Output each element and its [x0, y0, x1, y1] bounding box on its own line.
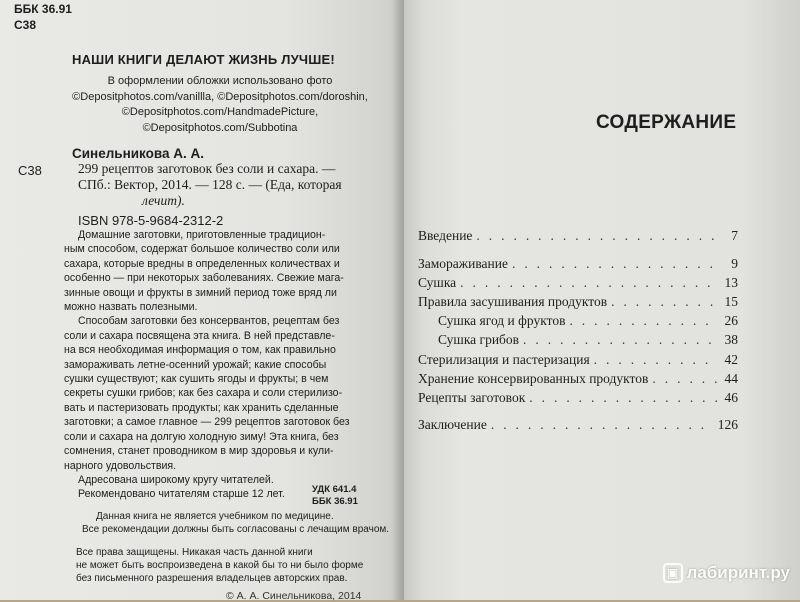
labirint-logo-icon: ▣: [663, 563, 683, 583]
annotation-line: Рекомендовано читателям старше 12 лет.: [78, 488, 285, 501]
bibliographic-record: [78, 161, 388, 209]
bib-line: 299 рецептов заготовок без соли и сахара. —: [78, 161, 336, 176]
annotation-line: Способам заготовки без консервантов, рецептам без: [78, 315, 340, 328]
toc-title: СОДЕРЖАНИЕ: [596, 112, 737, 133]
toc-entry: [418, 275, 738, 291]
toc-entry-label: Заключение: [418, 417, 487, 432]
rights-notice: [76, 546, 363, 585]
toc-leader-dots: [523, 332, 718, 348]
credit-line: ©Depositphotos.com/Subbotina: [142, 121, 298, 134]
toc-entry-label: Сушка грибов: [438, 332, 520, 347]
toc-entry-page: 15: [724, 294, 738, 309]
annotation-line: Домашние заготовки, приготовленные традицион-: [78, 229, 326, 241]
bib-line: СПб.: Вектор, 2014. — 128 с. — (Еда, которая: [78, 177, 342, 192]
annotation-line: соли и сахара на долгую холодную зиму! Эта книга, без: [64, 430, 339, 443]
toc-entry-label: Хранение консервированных продуктов: [418, 371, 649, 386]
annotation-line: на вся необходимая информация о том, как правильно: [64, 344, 336, 357]
toc-entry: [418, 371, 738, 387]
disclaimer-line: Данная книга не является учебником по медицине.: [96, 511, 334, 522]
medical-disclaimer: [82, 510, 389, 536]
toc-entry: [418, 294, 738, 310]
toc-entry-page: 126: [717, 417, 738, 432]
toc-entry-page: 26: [724, 313, 738, 328]
credit-line: ©Depositphotos.com/HandmadePicture,: [121, 106, 319, 118]
udk-bbk-block: [312, 484, 358, 508]
annotation-line: особенно — при некоторых заболеваниях. Свежие мага-: [64, 272, 344, 285]
annotation-line: Адресована широкому кругу читателей.: [78, 473, 274, 486]
watermark-text: лабиринт.ру: [686, 563, 790, 582]
toc-entry-label: Правила засушивания продуктов: [418, 294, 608, 309]
labirint-watermark: [663, 563, 790, 583]
toc-entry-label: Сушка ягод и фруктов: [438, 313, 566, 328]
toc-entry-page: 42: [724, 352, 738, 367]
toc-leader-dots: [652, 371, 718, 387]
bbk-code-top: ББК 36.91: [14, 2, 72, 16]
toc-leader-dots: [512, 256, 718, 272]
toc-leader-dots: [476, 228, 718, 244]
annotation-line: вать и пастеризовать продукты; как хранить сделанные: [64, 401, 339, 414]
toc-entry-label: Замораживание: [418, 256, 508, 271]
annotation-line: ным способом, содержат большое количество соли или: [64, 243, 340, 256]
toc-subentry: [438, 313, 738, 329]
toc-leader-dots: [594, 352, 718, 368]
toc-entry-label: Рецепты заготовок: [418, 390, 526, 405]
rights-line: Все права защищены. Никакая часть данной книги: [76, 547, 313, 558]
annotation-line: соли и сахара посвящена эта книга. В ней представле-: [64, 329, 335, 342]
toc-entry: [418, 228, 738, 244]
toc-entry-label: Введение: [418, 228, 473, 243]
annotation-line: секреты сушки грибов; как без сахара и соли стерилизо-: [64, 387, 343, 400]
credit-line: ©Depositphotos.com/vanillla, ©Depositphotos.com/doroshin,: [72, 90, 368, 103]
annotation-line: сушки существуют; как сушить ягоды и фрукты; в чем: [64, 373, 329, 386]
toc-entry-page: 44: [724, 371, 738, 386]
rights-line: не может быть воспроизведена в какой бы то ни было форме: [76, 560, 364, 571]
toc-leader-dots: [569, 313, 718, 329]
toc-entry-label: Сушка: [418, 275, 457, 290]
toc-entry-page: 9: [731, 256, 738, 271]
toc-entry: [418, 352, 738, 368]
toc-entry-label: Стерилизация и пастеризация: [418, 352, 590, 367]
rights-line: без письменного разрешения владельцев авторских прав.: [76, 573, 348, 584]
toc-entry-page: 46: [724, 390, 738, 405]
toc-entry-page: 7: [731, 228, 738, 243]
copyright-line: © А. А. Синельникова, 2014: [226, 590, 362, 602]
toc-entry: [418, 256, 738, 272]
toc-leader-dots: [491, 417, 714, 433]
toc-entry: [418, 417, 738, 433]
annotation-line: сахара, которые вредны в определенных количествах и: [64, 257, 340, 270]
disclaimer-line: Все рекомендации должны быть согласованы с лечащим врачом.: [82, 524, 390, 535]
annotation-line: замораживать летне-осенний урожай; какие способы: [64, 358, 327, 371]
cover-photo-credits: [70, 74, 370, 136]
call-number: С38: [18, 163, 42, 178]
toc-subentry: [438, 332, 738, 348]
annotation-line: сомнения, станет проводником в мир здоровья и кули-: [64, 445, 334, 458]
credit-line: В оформлении обложки использовано фото: [107, 75, 333, 87]
toc-entry-page: 13: [724, 275, 738, 290]
author-name: Синельникова А. А.: [72, 146, 204, 161]
toc-entry-page: 38: [724, 332, 738, 347]
isbn: ISBN 978-5-9684-2312-2: [78, 213, 224, 228]
publisher-motto: НАШИ КНИГИ ДЕЛАЮТ ЖИЗНЬ ЛУЧШЕ!: [72, 52, 335, 67]
bib-line: лечит).: [142, 193, 185, 208]
annotation-line: заготовки; а самое главное — 299 рецептов заготовок без: [64, 416, 350, 429]
toc-leader-dots: [611, 294, 718, 310]
annotation-line: можно назвать полезными.: [64, 301, 198, 314]
udk-code: УДК 641.4: [312, 484, 357, 495]
annotation-line: нарного удовольствия.: [64, 459, 177, 472]
author-mark-top: С38: [14, 18, 37, 32]
toc-entry: [418, 390, 738, 406]
book-annotation: [64, 228, 386, 502]
toc-leader-dots: [529, 390, 718, 406]
annotation-line: зинные овощи и фрукты в зимний период тоже вряд ли: [64, 286, 337, 299]
toc-leader-dots: [460, 275, 718, 291]
bbk-code: ББК 36.91: [312, 496, 358, 507]
